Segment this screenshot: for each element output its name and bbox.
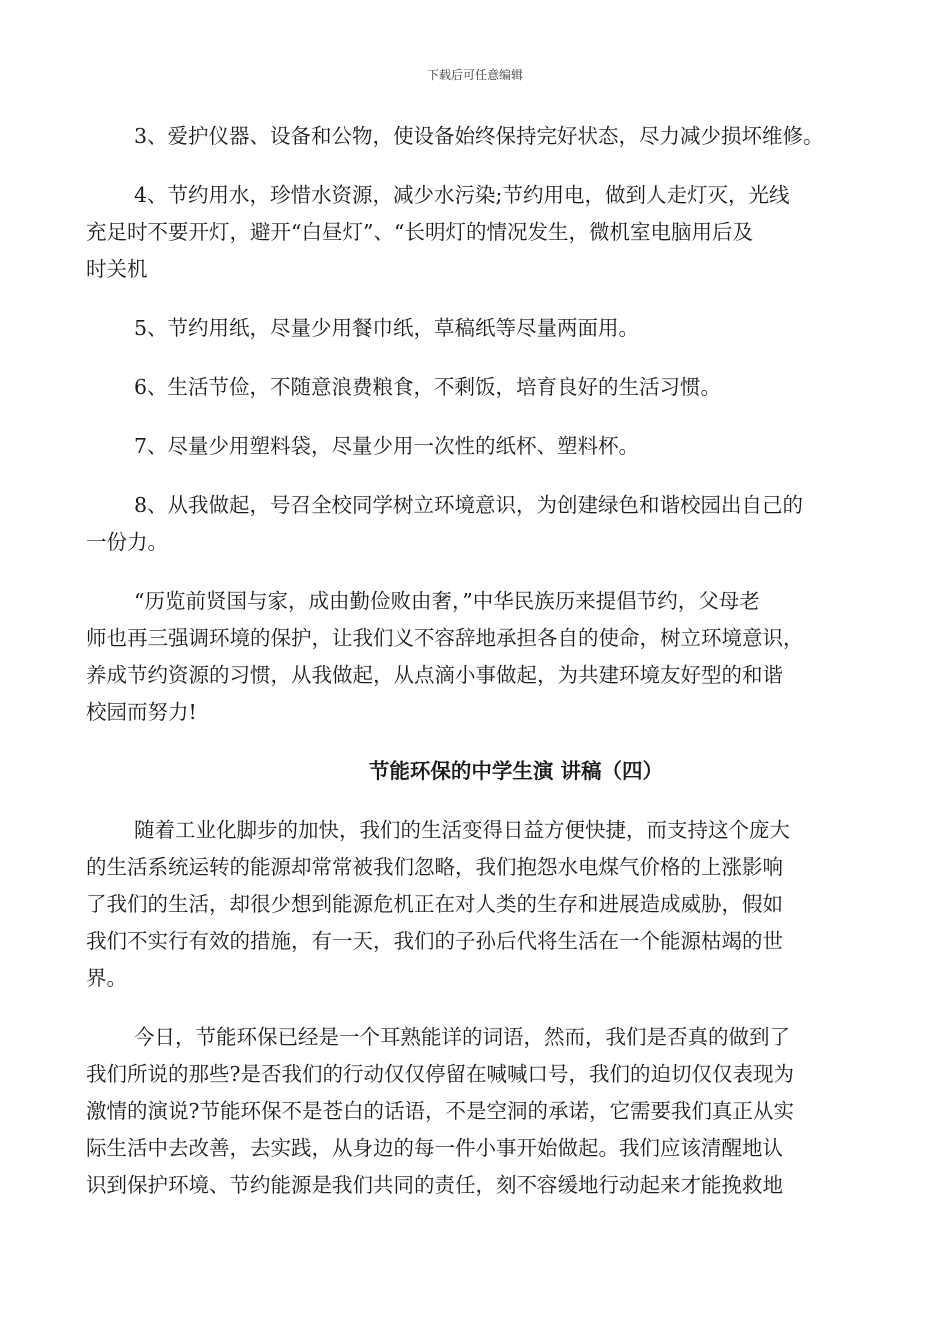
text-line: 5、节约用纸，尽量少用餐巾纸，草稿纸等尽量两面用。 (134, 316, 640, 340)
section-title: 节能环保的中学生演 讲稿（四） (368, 759, 664, 783)
speech-section (86, 812, 876, 1204)
text-line: 今日，节能环保已经是一个耳熟能详的词语，然而，我们是否真的做到了 (134, 1025, 790, 1049)
text-line: 师也再三强调环境的保护，让我们义不容辞地承担各自的使命，树立环境意识， (86, 626, 804, 650)
text-line: 8、从我做起，号召全校同学树立环境意识，为创建绿色和谐校园出自己的 (134, 493, 804, 517)
text-line: 6、生活节俭，不随意浪费粮食，不剩饭，培育良好的生活习惯。 (134, 375, 722, 399)
text-line: 界。 (86, 966, 127, 990)
text-line: 我们所说的那些?是否我们的行动仅仅停留在喊喊口号，我们的迫切仅仅表现为 (86, 1062, 794, 1086)
text-line: 时关机 (86, 257, 148, 281)
list-section (86, 118, 876, 731)
paragraph (86, 310, 876, 347)
text-line: 3、爱护仪器、设备和公物，使设备始终保持完好状态，尽力减少损坏维修。 (134, 124, 824, 148)
text-line: 的生活系统运转的能源却常常被我们忽略，我们抱怨水电煤气价格的上涨影响 (86, 855, 783, 879)
paragraph (86, 118, 876, 155)
page-header: 下载后可任意编辑 (426, 68, 523, 82)
text-line: 校园而努力! (86, 700, 197, 724)
paragraph (86, 487, 876, 561)
paragraph (86, 369, 876, 406)
paragraph (86, 583, 876, 731)
text-line: 一份力。 (86, 530, 168, 554)
text-line: 了我们的生活，却很少想到能源危机正在对人类的生存和进展造成威胁，假如 (86, 892, 783, 916)
text-line: 养成节约资源的习惯，从我做起，从点滴小事做起，为共建环境友好型的和谐 (86, 663, 783, 687)
paragraph (86, 1019, 876, 1204)
paragraph (86, 428, 876, 465)
document-body (86, 118, 876, 1226)
text-line: 随着工业化脚步的加快，我们的生活变得日益方便快捷，而支持这个庞大 (134, 818, 790, 842)
text-line: “历览前贤国与家，成由勤俭败由奢，”中华民族历来提倡节约，父母老 (134, 589, 760, 613)
text-line: 际生活中去改善，去实践，从身边的每一件小事开始做起。我们应该清醒地认 (86, 1136, 783, 1160)
text-line: 我们不实行有效的措施，有一天，我们的子孙后代将生活在一个能源枯竭的世 (86, 929, 783, 953)
text-line: 识到保护环境、节约能源是我们共同的责任，刻不容缓地行动起来才能挽救地 (86, 1173, 783, 1197)
text-line: 4、节约用水，珍惜水资源，减少水污染;节约用电，做到人走灯灭，光线 (134, 183, 790, 207)
paragraph (86, 812, 876, 997)
text-line: 充足时不要开灯，避开“白昼灯”、“长明灯的情况发生，微机室电脑用后及 (86, 220, 753, 244)
text-line: 7、尽量少用塑料袋，尽量少用一次性的纸杯、塑料杯。 (134, 434, 640, 458)
paragraph (86, 177, 876, 288)
text-line: 激情的演说?节能环保不是苍白的话语，不是空洞的承诺，它需要我们真正从实 (86, 1099, 794, 1123)
